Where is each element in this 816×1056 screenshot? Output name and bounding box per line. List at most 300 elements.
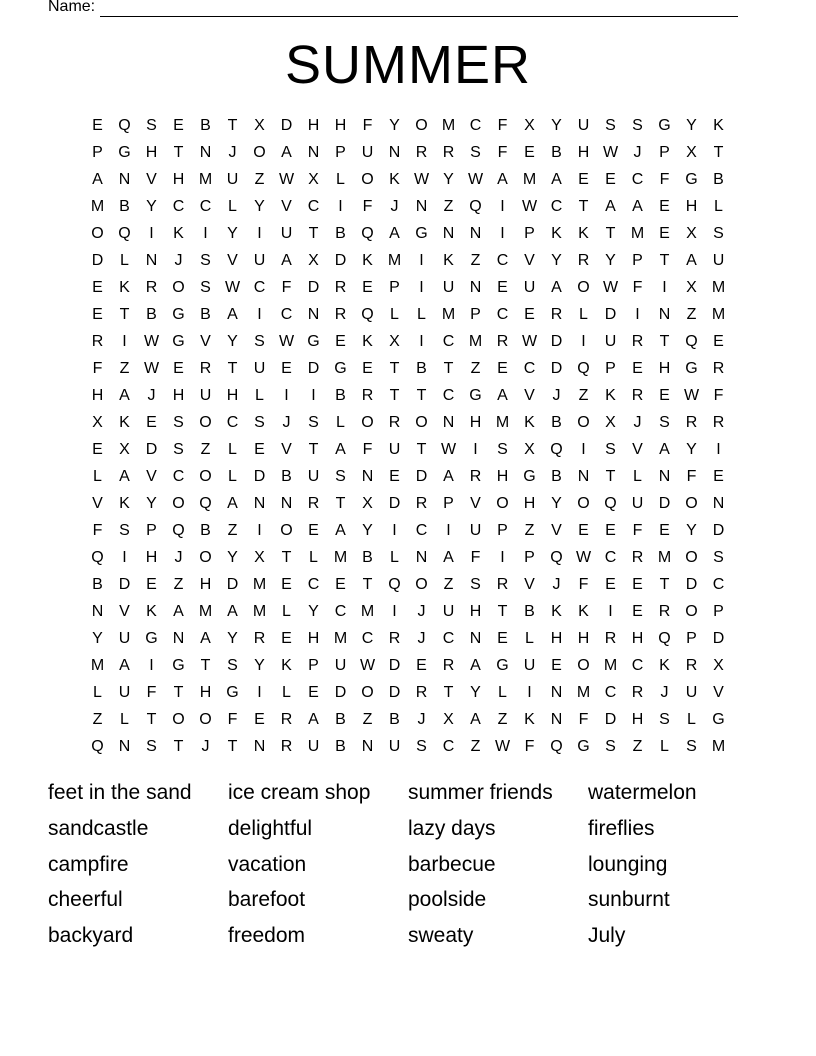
grid-letter[interactable]: H: [631, 711, 644, 728]
grid-letter[interactable]: L: [93, 468, 102, 485]
grid-letter[interactable]: L: [228, 468, 237, 485]
grid-letter[interactable]: H: [658, 360, 671, 377]
grid-letter[interactable]: W: [467, 171, 484, 188]
grid-letter[interactable]: N: [658, 306, 671, 323]
grid-letter[interactable]: W: [683, 387, 700, 404]
grid-letter[interactable]: N: [118, 738, 131, 755]
grid-letter[interactable]: V: [119, 603, 130, 620]
grid-letter[interactable]: I: [257, 684, 262, 701]
grid-letter[interactable]: J: [417, 603, 426, 620]
grid-letter[interactable]: Z: [470, 360, 481, 377]
grid-letter[interactable]: S: [173, 441, 184, 458]
grid-letter[interactable]: H: [469, 414, 482, 431]
grid-letter[interactable]: E: [335, 333, 346, 350]
grid-letter[interactable]: C: [550, 198, 563, 215]
grid-letter[interactable]: C: [604, 549, 617, 566]
grid-letter[interactable]: C: [415, 522, 428, 539]
grid-letter[interactable]: I: [419, 333, 424, 350]
grid-letter[interactable]: D: [388, 657, 401, 674]
grid-letter[interactable]: H: [199, 576, 212, 593]
grid-letter[interactable]: G: [172, 306, 185, 323]
grid-letter[interactable]: W: [602, 279, 619, 296]
grid-letter[interactable]: A: [551, 279, 562, 296]
grid-letter[interactable]: R: [496, 576, 509, 593]
grid-letter[interactable]: L: [228, 198, 237, 215]
grid-letter[interactable]: A: [308, 711, 319, 728]
grid-letter[interactable]: U: [604, 333, 617, 350]
grid-letter[interactable]: T: [605, 468, 616, 485]
grid-letter[interactable]: C: [469, 117, 482, 134]
grid-letter[interactable]: R: [442, 657, 455, 674]
grid-letter[interactable]: Z: [443, 198, 454, 215]
grid-letter[interactable]: Z: [119, 360, 130, 377]
grid-letter[interactable]: Z: [200, 441, 211, 458]
grid-letter[interactable]: M: [711, 738, 726, 755]
grid-letter[interactable]: T: [443, 684, 454, 701]
grid-letter[interactable]: L: [255, 387, 264, 404]
grid-letter[interactable]: O: [172, 279, 185, 296]
grid-letter[interactable]: E: [605, 576, 616, 593]
grid-letter[interactable]: M: [387, 252, 402, 269]
grid-letter[interactable]: F: [92, 522, 103, 539]
grid-letter[interactable]: R: [388, 414, 401, 431]
grid-letter[interactable]: S: [119, 522, 130, 539]
grid-letter[interactable]: S: [605, 441, 616, 458]
grid-letter[interactable]: U: [253, 360, 266, 377]
grid-letter[interactable]: A: [497, 387, 508, 404]
grid-letter[interactable]: D: [712, 522, 725, 539]
grid-letter[interactable]: L: [525, 630, 534, 647]
grid-letter[interactable]: H: [577, 630, 590, 647]
grid-letter[interactable]: V: [281, 441, 292, 458]
grid-letter[interactable]: B: [389, 711, 400, 728]
grid-letter[interactable]: D: [388, 684, 401, 701]
grid-letter[interactable]: S: [227, 657, 238, 674]
grid-letter[interactable]: I: [662, 279, 667, 296]
grid-letter[interactable]: R: [496, 333, 509, 350]
grid-letter[interactable]: J: [390, 198, 399, 215]
grid-letter[interactable]: D: [145, 441, 158, 458]
grid-letter[interactable]: X: [254, 117, 265, 134]
grid-letter[interactable]: I: [419, 279, 424, 296]
grid-letter[interactable]: L: [336, 171, 345, 188]
grid-letter[interactable]: R: [280, 711, 293, 728]
grid-letter[interactable]: R: [577, 252, 590, 269]
grid-letter[interactable]: D: [604, 306, 617, 323]
grid-letter[interactable]: X: [308, 171, 319, 188]
grid-letter[interactable]: L: [498, 684, 507, 701]
grid-letter[interactable]: Q: [118, 117, 131, 134]
grid-letter[interactable]: C: [523, 360, 536, 377]
grid-letter[interactable]: N: [415, 549, 428, 566]
grid-letter[interactable]: E: [281, 360, 292, 377]
grid-letter[interactable]: L: [93, 684, 102, 701]
grid-letter[interactable]: B: [362, 549, 373, 566]
grid-letter[interactable]: Q: [550, 441, 563, 458]
grid-letter[interactable]: F: [227, 711, 238, 728]
grid-letter[interactable]: B: [524, 603, 535, 620]
grid-letter[interactable]: A: [686, 252, 697, 269]
grid-letter[interactable]: N: [172, 630, 185, 647]
grid-letter[interactable]: Q: [118, 225, 131, 242]
grid-letter[interactable]: U: [712, 252, 725, 269]
grid-letter[interactable]: C: [172, 468, 185, 485]
grid-letter[interactable]: I: [122, 549, 127, 566]
grid-letter[interactable]: M: [252, 603, 267, 620]
grid-letter[interactable]: I: [500, 198, 505, 215]
grid-letter[interactable]: G: [172, 657, 185, 674]
grid-letter[interactable]: H: [577, 144, 590, 161]
grid-letter[interactable]: D: [307, 279, 320, 296]
grid-letter[interactable]: A: [335, 441, 346, 458]
grid-letter[interactable]: E: [362, 360, 373, 377]
grid-letter[interactable]: C: [631, 171, 644, 188]
grid-letter[interactable]: I: [257, 225, 262, 242]
grid-letter[interactable]: S: [146, 738, 157, 755]
grid-letter[interactable]: I: [500, 225, 505, 242]
grid-letter[interactable]: O: [415, 576, 428, 593]
grid-letter[interactable]: X: [92, 414, 103, 431]
grid-letter[interactable]: Y: [146, 495, 157, 512]
grid-letter[interactable]: Y: [227, 333, 238, 350]
grid-letter[interactable]: W: [494, 738, 511, 755]
grid-letter[interactable]: U: [226, 171, 239, 188]
grid-letter[interactable]: F: [470, 549, 481, 566]
grid-letter[interactable]: A: [470, 657, 481, 674]
grid-letter[interactable]: I: [446, 522, 451, 539]
grid-letter[interactable]: C: [199, 198, 212, 215]
grid-letter[interactable]: T: [200, 657, 211, 674]
grid-letter[interactable]: A: [632, 198, 643, 215]
grid-letter[interactable]: J: [174, 252, 183, 269]
grid-letter[interactable]: Z: [362, 711, 373, 728]
grid-letter[interactable]: B: [200, 522, 211, 539]
grid-letter[interactable]: E: [254, 441, 265, 458]
grid-letter[interactable]: P: [713, 603, 724, 620]
grid-letter[interactable]: C: [604, 684, 617, 701]
grid-letter[interactable]: X: [389, 333, 400, 350]
grid-letter[interactable]: S: [713, 225, 724, 242]
grid-letter[interactable]: O: [199, 468, 212, 485]
grid-letter[interactable]: T: [659, 576, 670, 593]
grid-letter[interactable]: E: [281, 576, 292, 593]
grid-letter[interactable]: Q: [199, 495, 212, 512]
grid-letter[interactable]: T: [281, 549, 292, 566]
grid-letter[interactable]: U: [388, 441, 401, 458]
grid-letter[interactable]: N: [199, 144, 212, 161]
grid-letter[interactable]: B: [416, 360, 427, 377]
grid-letter[interactable]: P: [470, 306, 481, 323]
grid-letter[interactable]: T: [335, 495, 346, 512]
grid-letter[interactable]: N: [469, 630, 482, 647]
grid-letter[interactable]: A: [173, 603, 184, 620]
grid-letter[interactable]: G: [118, 144, 131, 161]
grid-letter[interactable]: O: [577, 279, 590, 296]
grid-letter[interactable]: P: [308, 657, 319, 674]
grid-letter[interactable]: N: [577, 468, 590, 485]
grid-letter[interactable]: R: [91, 333, 104, 350]
grid-letter[interactable]: I: [284, 387, 289, 404]
grid-letter[interactable]: U: [631, 495, 644, 512]
grid-letter[interactable]: B: [92, 576, 103, 593]
grid-letter[interactable]: Y: [227, 225, 238, 242]
grid-letter[interactable]: E: [308, 522, 319, 539]
grid-letter[interactable]: J: [633, 144, 642, 161]
grid-letter[interactable]: O: [577, 414, 590, 431]
grid-letter[interactable]: C: [253, 279, 266, 296]
grid-letter[interactable]: I: [149, 657, 154, 674]
grid-letter[interactable]: O: [496, 495, 509, 512]
grid-letter[interactable]: J: [417, 630, 426, 647]
grid-letter[interactable]: Y: [686, 117, 697, 134]
grid-letter[interactable]: T: [362, 576, 373, 593]
grid-letter[interactable]: H: [307, 117, 320, 134]
grid-letter[interactable]: C: [307, 198, 320, 215]
grid-letter[interactable]: H: [172, 387, 185, 404]
grid-letter[interactable]: X: [362, 495, 373, 512]
grid-letter[interactable]: Z: [632, 738, 643, 755]
grid-letter[interactable]: I: [500, 549, 505, 566]
grid-letter[interactable]: C: [631, 657, 644, 674]
grid-letter[interactable]: E: [659, 522, 670, 539]
grid-letter[interactable]: C: [442, 630, 455, 647]
grid-letter[interactable]: H: [496, 468, 509, 485]
grid-letter[interactable]: S: [632, 117, 643, 134]
grid-letter[interactable]: E: [551, 657, 562, 674]
grid-letter[interactable]: R: [712, 360, 725, 377]
grid-letter[interactable]: W: [521, 333, 538, 350]
grid-letter[interactable]: F: [146, 684, 157, 701]
grid-letter[interactable]: L: [660, 738, 669, 755]
grid-letter[interactable]: B: [713, 171, 724, 188]
grid-letter[interactable]: Q: [469, 198, 482, 215]
grid-letter[interactable]: B: [200, 306, 211, 323]
grid-letter[interactable]: A: [281, 252, 292, 269]
grid-letter[interactable]: C: [712, 576, 725, 593]
grid-letter[interactable]: P: [497, 522, 508, 539]
grid-letter[interactable]: H: [469, 603, 482, 620]
grid-letter[interactable]: P: [92, 144, 103, 161]
grid-letter[interactable]: J: [552, 387, 561, 404]
grid-letter[interactable]: F: [362, 198, 373, 215]
grid-letter[interactable]: L: [282, 603, 291, 620]
grid-letter[interactable]: V: [146, 468, 157, 485]
grid-letter[interactable]: C: [307, 576, 320, 593]
grid-letter[interactable]: U: [523, 657, 536, 674]
grid-letter[interactable]: M: [198, 603, 213, 620]
grid-letter[interactable]: E: [146, 576, 157, 593]
grid-letter[interactable]: R: [280, 738, 293, 755]
grid-letter[interactable]: E: [362, 279, 373, 296]
grid-letter[interactable]: M: [360, 603, 375, 620]
grid-letter[interactable]: T: [713, 144, 724, 161]
grid-letter[interactable]: B: [335, 711, 346, 728]
grid-letter[interactable]: N: [442, 414, 455, 431]
grid-letter[interactable]: N: [550, 711, 563, 728]
grid-letter[interactable]: M: [333, 630, 348, 647]
grid-letter[interactable]: Z: [578, 387, 589, 404]
grid-letter[interactable]: P: [632, 252, 643, 269]
grid-letter[interactable]: O: [199, 711, 212, 728]
grid-letter[interactable]: E: [92, 306, 103, 323]
grid-letter[interactable]: A: [119, 387, 130, 404]
grid-letter[interactable]: G: [415, 225, 428, 242]
grid-letter[interactable]: E: [632, 576, 643, 593]
grid-letter[interactable]: W: [278, 171, 295, 188]
grid-letter[interactable]: O: [280, 522, 293, 539]
grid-letter[interactable]: J: [417, 711, 426, 728]
grid-letter[interactable]: U: [307, 738, 320, 755]
grid-letter[interactable]: E: [578, 522, 589, 539]
grid-letter[interactable]: M: [711, 279, 726, 296]
grid-letter[interactable]: N: [307, 144, 320, 161]
grid-letter[interactable]: D: [307, 360, 320, 377]
grid-letter[interactable]: D: [550, 360, 563, 377]
grid-letter[interactable]: M: [495, 414, 510, 431]
grid-letter[interactable]: V: [551, 522, 562, 539]
grid-letter[interactable]: R: [334, 306, 347, 323]
grid-letter[interactable]: I: [581, 333, 586, 350]
grid-letter[interactable]: Z: [443, 576, 454, 593]
grid-letter[interactable]: D: [334, 252, 347, 269]
grid-letter[interactable]: M: [252, 576, 267, 593]
grid-letter[interactable]: T: [578, 198, 589, 215]
grid-letter[interactable]: H: [91, 387, 104, 404]
grid-letter[interactable]: M: [522, 171, 537, 188]
grid-letter[interactable]: Z: [497, 711, 508, 728]
grid-letter[interactable]: L: [309, 549, 318, 566]
grid-letter[interactable]: K: [551, 603, 562, 620]
grid-letter[interactable]: N: [442, 225, 455, 242]
grid-letter[interactable]: C: [442, 738, 455, 755]
grid-letter[interactable]: F: [659, 171, 670, 188]
grid-letter[interactable]: R: [415, 144, 428, 161]
grid-letter[interactable]: R: [442, 144, 455, 161]
grid-letter[interactable]: A: [470, 711, 481, 728]
grid-letter[interactable]: T: [416, 441, 427, 458]
grid-letter[interactable]: R: [658, 603, 671, 620]
grid-letter[interactable]: L: [336, 414, 345, 431]
grid-letter[interactable]: N: [280, 495, 293, 512]
grid-letter[interactable]: S: [308, 414, 319, 431]
grid-letter[interactable]: N: [253, 738, 266, 755]
grid-letter[interactable]: G: [685, 360, 698, 377]
grid-letter[interactable]: R: [712, 414, 725, 431]
grid-letter[interactable]: O: [199, 549, 212, 566]
grid-letter[interactable]: T: [227, 360, 238, 377]
grid-letter[interactable]: E: [659, 198, 670, 215]
grid-letter[interactable]: E: [497, 630, 508, 647]
grid-letter[interactable]: L: [120, 711, 129, 728]
grid-letter[interactable]: H: [145, 144, 158, 161]
grid-letter[interactable]: C: [280, 306, 293, 323]
grid-letter[interactable]: Y: [551, 252, 562, 269]
grid-letter[interactable]: J: [660, 684, 669, 701]
grid-letter[interactable]: R: [415, 495, 428, 512]
grid-letter[interactable]: E: [713, 333, 724, 350]
grid-letter[interactable]: S: [659, 414, 670, 431]
grid-letter[interactable]: E: [497, 279, 508, 296]
grid-letter[interactable]: X: [524, 117, 535, 134]
grid-letter[interactable]: O: [577, 657, 590, 674]
grid-letter[interactable]: T: [497, 603, 508, 620]
grid-letter[interactable]: A: [92, 171, 103, 188]
grid-letter[interactable]: D: [604, 711, 617, 728]
grid-letter[interactable]: Y: [227, 549, 238, 566]
grid-letter[interactable]: Y: [470, 684, 481, 701]
grid-letter[interactable]: X: [686, 225, 697, 242]
grid-letter[interactable]: J: [147, 387, 156, 404]
grid-letter[interactable]: P: [524, 225, 535, 242]
grid-letter[interactable]: E: [335, 576, 346, 593]
grid-letter[interactable]: H: [523, 495, 536, 512]
grid-letter[interactable]: X: [119, 441, 130, 458]
grid-letter[interactable]: O: [361, 414, 374, 431]
grid-letter[interactable]: F: [578, 576, 589, 593]
grid-letter[interactable]: T: [389, 360, 400, 377]
grid-letter[interactable]: K: [578, 603, 589, 620]
grid-letter[interactable]: L: [633, 468, 642, 485]
grid-letter[interactable]: Y: [551, 117, 562, 134]
grid-letter[interactable]: W: [143, 360, 160, 377]
grid-letter[interactable]: N: [118, 171, 131, 188]
grid-letter[interactable]: O: [199, 414, 212, 431]
grid-letter[interactable]: G: [685, 171, 698, 188]
grid-letter[interactable]: E: [605, 171, 616, 188]
grid-letter[interactable]: S: [173, 414, 184, 431]
grid-letter[interactable]: I: [716, 441, 721, 458]
grid-letter[interactable]: T: [308, 225, 319, 242]
grid-letter[interactable]: N: [145, 252, 158, 269]
grid-letter[interactable]: R: [631, 549, 644, 566]
grid-letter[interactable]: K: [281, 657, 292, 674]
grid-letter[interactable]: T: [227, 738, 238, 755]
grid-letter[interactable]: T: [416, 387, 427, 404]
grid-letter[interactable]: G: [307, 333, 320, 350]
grid-letter[interactable]: J: [201, 738, 210, 755]
grid-letter[interactable]: R: [604, 630, 617, 647]
grid-letter[interactable]: Y: [146, 198, 157, 215]
grid-letter[interactable]: R: [415, 684, 428, 701]
grid-letter[interactable]: E: [632, 360, 643, 377]
grid-letter[interactable]: P: [605, 360, 616, 377]
grid-letter[interactable]: H: [334, 117, 347, 134]
grid-letter[interactable]: L: [120, 252, 129, 269]
grid-letter[interactable]: L: [714, 198, 723, 215]
grid-letter[interactable]: F: [497, 144, 508, 161]
grid-letter[interactable]: F: [686, 468, 697, 485]
grid-letter[interactable]: A: [497, 171, 508, 188]
grid-letter[interactable]: D: [91, 252, 104, 269]
grid-letter[interactable]: A: [443, 468, 454, 485]
grid-letter[interactable]: I: [419, 252, 424, 269]
grid-letter[interactable]: U: [118, 630, 131, 647]
grid-letter[interactable]: N: [658, 468, 671, 485]
grid-letter[interactable]: H: [172, 171, 185, 188]
grid-letter[interactable]: J: [174, 549, 183, 566]
grid-letter[interactable]: W: [575, 549, 592, 566]
grid-letter[interactable]: I: [581, 441, 586, 458]
grid-letter[interactable]: U: [685, 684, 698, 701]
grid-letter[interactable]: I: [527, 684, 532, 701]
grid-letter[interactable]: W: [413, 171, 430, 188]
grid-letter[interactable]: Q: [685, 333, 698, 350]
grid-letter[interactable]: M: [333, 549, 348, 566]
grid-letter[interactable]: U: [253, 252, 266, 269]
grid-letter[interactable]: A: [119, 657, 130, 674]
grid-letter[interactable]: Y: [686, 522, 697, 539]
grid-letter[interactable]: N: [388, 144, 401, 161]
